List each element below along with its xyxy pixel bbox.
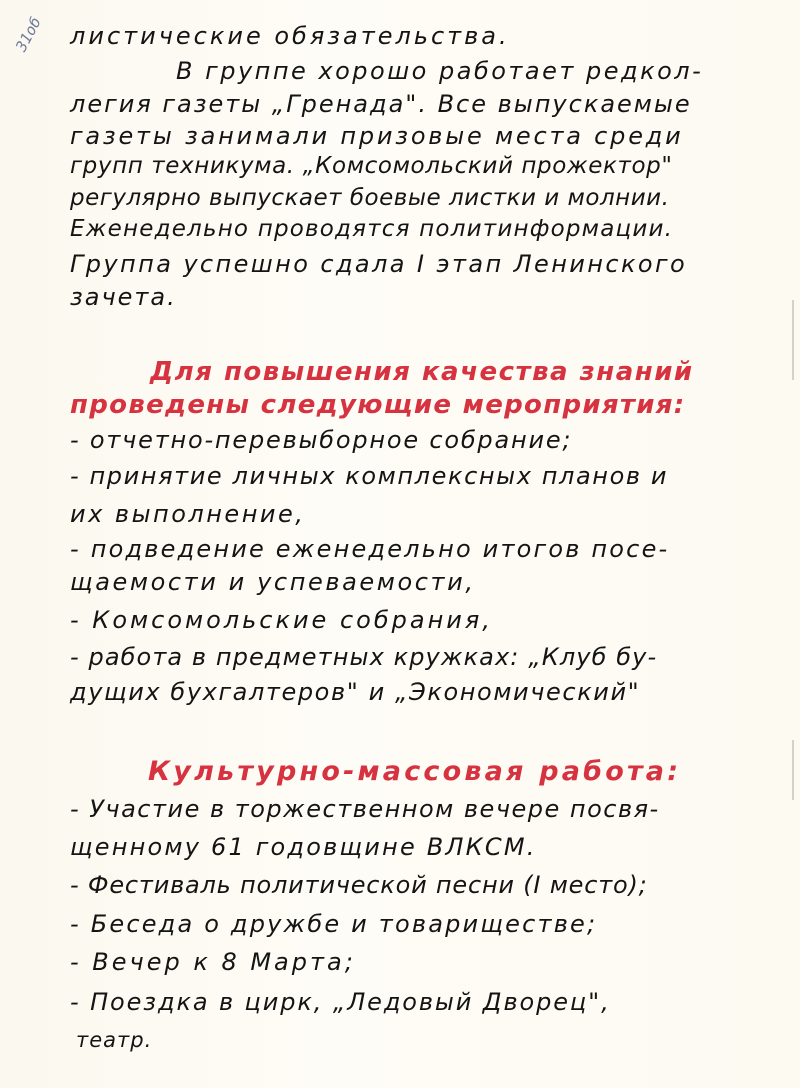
page-number: 31об xyxy=(12,14,45,55)
culture-item: щенному 61 годовщине ВЛКСМ. xyxy=(70,833,537,861)
culture-item: театр. xyxy=(76,1028,153,1052)
knowledge-heading-line: Для повышения качества знаний xyxy=(150,357,694,387)
culture-item: - Беседа о дружбе и товариществе; xyxy=(70,910,598,938)
knowledge-item: - принятие личных комплексных планов и xyxy=(70,462,669,490)
intro-line: зачета. xyxy=(70,283,177,311)
knowledge-item: - отчетно-перевыборное собрание; xyxy=(70,426,573,454)
knowledge-heading-line: проведены следующие мероприятия: xyxy=(70,390,686,420)
intro-line: газеты занимали призовые места среди xyxy=(70,122,684,150)
page-edge-mark xyxy=(792,300,794,380)
intro-line: регулярно выпускает боевые листки и молнии. xyxy=(70,185,670,211)
culture-item: - Вечер к 8 Марта; xyxy=(70,948,356,976)
intro-line: В группе хорошо работает редкол- xyxy=(176,57,704,85)
knowledge-item: дущих бухгалтеров" и „Экономический" xyxy=(70,678,641,706)
knowledge-item: - подведение еженедельно итогов посе- xyxy=(70,535,670,563)
culture-heading: Культурно-массовая работа: xyxy=(148,756,682,787)
intro-line: групп техникума. „Комсомольский прожектор" xyxy=(70,153,673,179)
knowledge-item: - Комсомольские собрания, xyxy=(70,606,493,634)
intro-line: Группа успешно сдала I этап Ленинского xyxy=(70,250,688,278)
knowledge-item: щаемости и успеваемости, xyxy=(70,568,476,596)
intro-line: легия газеты „Гренада". Все выпускаемые xyxy=(70,90,692,118)
knowledge-item: их выполнение, xyxy=(70,500,306,528)
intro-line: Еженедельно проводятся политинформации. xyxy=(70,216,674,242)
intro-line: листические обязательства. xyxy=(70,22,510,50)
culture-item: - Фестиваль политической песни (I место); xyxy=(70,871,648,899)
page-edge-mark xyxy=(792,740,794,800)
culture-item: - Поездка в цирк, „Ледовый Дворец", xyxy=(70,988,611,1016)
knowledge-item: - работа в предметных кружках: „Клуб бу- xyxy=(70,643,658,671)
culture-item: - Участие в торжественном вечере посвя- xyxy=(70,795,660,823)
